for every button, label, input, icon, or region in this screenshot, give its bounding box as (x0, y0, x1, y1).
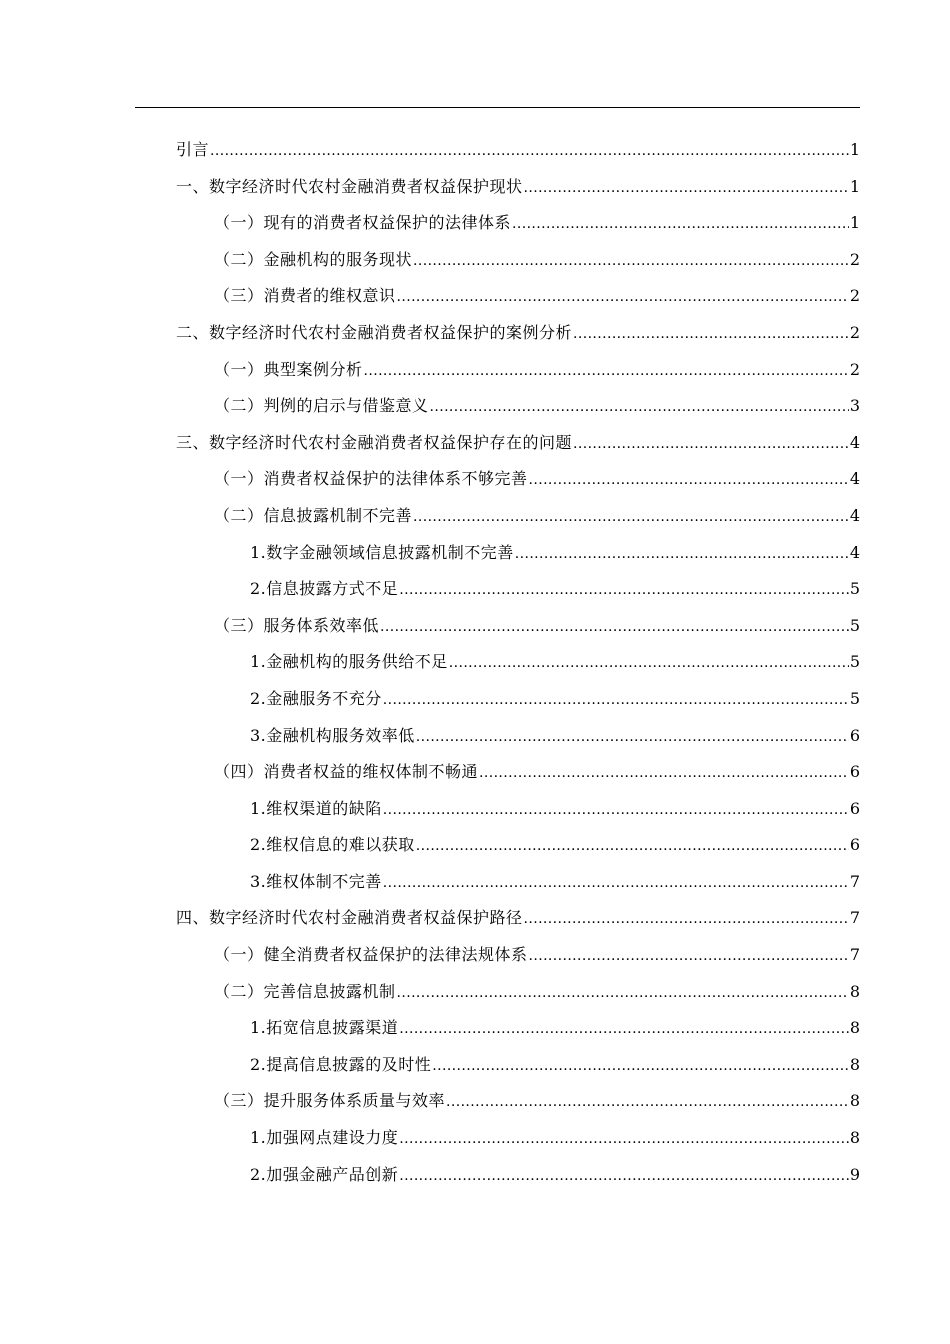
toc-dot-leader (416, 828, 849, 865)
toc-dot-leader (397, 279, 849, 316)
toc-dot-leader (399, 572, 849, 609)
toc-entry[interactable] (214, 608, 860, 645)
toc-entry-title[interactable]: 2.信息披露方式不足 (250, 579, 399, 599)
toc-entry[interactable] (250, 864, 860, 901)
toc-entry-page-number[interactable]: 1 (849, 176, 860, 196)
toc-entry[interactable] (214, 1083, 860, 1120)
toc-entry-page-number[interactable]: 8 (849, 1091, 860, 1111)
toc-entry-title[interactable]: （一）现有的消费者权益保护的法律体系 (214, 213, 512, 233)
toc-dot-leader (397, 975, 849, 1012)
toc-entry-page-number[interactable]: 7 (849, 945, 860, 965)
toc-dot-leader (515, 536, 849, 573)
toc-entry[interactable] (176, 425, 860, 462)
toc-entry-title[interactable]: 1.维权渠道的缺陷 (250, 798, 382, 818)
toc-entry-title[interactable]: 2.维权信息的难以获取 (250, 835, 415, 855)
toc-entry[interactable] (176, 900, 860, 937)
toc-entry[interactable] (214, 974, 860, 1011)
toc-entry-title[interactable]: 引言 (176, 140, 210, 159)
toc-entry[interactable] (214, 242, 860, 279)
toc-entry[interactable] (250, 718, 860, 755)
toc-entry-page-number[interactable]: 9 (849, 1164, 860, 1184)
toc-dot-leader (383, 682, 849, 719)
toc-entry-page-number[interactable]: 8 (849, 1054, 860, 1074)
toc-entry-page-number[interactable]: 4 (849, 469, 860, 489)
toc-entry-page-number[interactable]: 6 (849, 798, 860, 818)
toc-entry-title[interactable]: （二）信息披露机制不完善 (214, 505, 413, 525)
toc-entry[interactable] (214, 388, 860, 425)
toc-entry[interactable] (214, 352, 860, 389)
toc-entry[interactable] (250, 1047, 860, 1084)
toc-entry-title[interactable]: 3.金融机构服务效率低 (250, 725, 415, 745)
toc-entry[interactable] (250, 535, 860, 572)
toc-entry-title[interactable]: 2.加强金融产品创新 (250, 1164, 399, 1184)
toc-dot-leader (430, 389, 849, 426)
toc-dot-leader (413, 243, 849, 280)
toc-entry-title[interactable]: 1.拓宽信息披露渠道 (250, 1018, 399, 1038)
toc-dot-leader (479, 755, 849, 792)
toc-entry-title[interactable]: 三、数字经济时代农村金融消费者权益保护存在的问题 (176, 432, 573, 452)
toc-entry-title[interactable]: （三）提升服务体系质量与效率 (214, 1091, 446, 1111)
toc-dot-leader (413, 499, 849, 536)
toc-dot-leader (573, 426, 849, 463)
toc-dot-leader (364, 353, 849, 390)
toc-entry[interactable] (250, 1157, 860, 1194)
toc-dot-leader (449, 645, 849, 682)
toc-entry[interactable] (214, 498, 860, 535)
toc-entry-page-number[interactable]: 4 (849, 432, 860, 452)
toc-entry[interactable] (250, 571, 860, 608)
toc-entry[interactable] (250, 1120, 860, 1157)
toc-entry-page-number[interactable]: 2 (849, 249, 860, 269)
toc-entry[interactable] (250, 827, 860, 864)
toc-entry-page-number[interactable]: 4 (849, 542, 860, 562)
toc-entry-page-number[interactable]: 2 (849, 286, 860, 306)
toc-dot-leader (399, 1121, 849, 1158)
toc-entry[interactable] (214, 461, 860, 498)
toc-entry-title[interactable]: （三）消费者的维权意识 (214, 286, 396, 306)
toc-entry-title[interactable]: （一）消费者权益保护的法律体系不够完善 (214, 469, 528, 489)
toc-entry[interactable] (250, 1010, 860, 1047)
toc-dot-leader (416, 719, 849, 756)
toc-entry[interactable] (176, 169, 860, 206)
toc-entry[interactable] (214, 937, 860, 974)
toc-entry-page-number[interactable]: 2 (849, 322, 860, 342)
toc-entry[interactable] (250, 791, 860, 828)
toc-entry[interactable] (214, 205, 860, 242)
toc-entry-page-number[interactable]: 5 (849, 652, 860, 672)
toc-dot-leader (399, 1158, 849, 1195)
toc-dot-leader (432, 1048, 849, 1085)
toc-dot-leader (383, 865, 849, 902)
toc-entry-title[interactable]: （三）服务体系效率低 (214, 615, 380, 635)
toc-entry[interactable] (250, 644, 860, 681)
toc-entry-page-number[interactable]: 4 (849, 505, 860, 525)
table-of-contents (0, 132, 950, 1193)
toc-entry-title[interactable]: 1.金融机构的服务供给不足 (250, 652, 448, 672)
toc-dot-leader (573, 316, 849, 353)
toc-entry-title[interactable]: （一）健全消费者权益保护的法律法规体系 (214, 945, 528, 965)
toc-entry-page-number[interactable]: 5 (849, 615, 860, 635)
toc-entry-page-number[interactable]: 8 (849, 1018, 860, 1038)
toc-entry[interactable] (176, 132, 860, 169)
toc-dot-leader (446, 1084, 849, 1121)
toc-entry[interactable] (250, 681, 860, 718)
toc-entry-title[interactable]: 2.提高信息披露的及时性 (250, 1054, 432, 1074)
toc-entry-page-number[interactable]: 1 (849, 213, 860, 233)
toc-entry-page-number[interactable]: 2 (849, 359, 860, 379)
toc-entry-page-number[interactable]: 1 (849, 140, 860, 159)
toc-dot-leader (524, 170, 849, 207)
toc-entry-title[interactable]: 一、数字经济时代农村金融消费者权益保护现状 (176, 176, 523, 196)
toc-dot-leader (399, 1011, 849, 1048)
toc-entry-title[interactable]: 3.维权体制不完善 (250, 871, 382, 891)
toc-dot-leader (210, 133, 849, 170)
toc-entry-page-number[interactable]: 7 (849, 871, 860, 891)
toc-entry-title[interactable]: （一）典型案例分析 (214, 359, 363, 379)
toc-entry-title[interactable]: 1.加强网点建设力度 (250, 1128, 399, 1148)
toc-entry-title[interactable]: 四、数字经济时代农村金融消费者权益保护路径 (176, 908, 523, 928)
toc-entry-page-number[interactable]: 6 (849, 725, 860, 745)
toc-dot-leader (529, 462, 849, 499)
toc-entry[interactable] (214, 278, 860, 315)
toc-dot-leader (524, 901, 849, 938)
toc-entry-page-number[interactable]: 8 (849, 1128, 860, 1148)
toc-dot-leader (529, 938, 849, 975)
toc-entry-title[interactable]: （二）完善信息披露机制 (214, 981, 396, 1001)
header-rule (135, 107, 860, 108)
toc-entry-page-number[interactable]: 5 (849, 579, 860, 599)
toc-dot-leader (383, 792, 849, 829)
toc-dot-leader (380, 609, 849, 646)
toc-entry-page-number[interactable]: 3 (849, 396, 860, 416)
toc-entry[interactable] (176, 315, 860, 352)
toc-entry-title[interactable]: 1.数字金融领域信息披露机制不完善 (250, 542, 514, 562)
toc-entry[interactable] (214, 754, 860, 791)
toc-entry-page-number[interactable]: 6 (849, 762, 860, 782)
toc-entry-title[interactable]: 二、数字经济时代农村金融消费者权益保护的案例分析 (176, 322, 573, 342)
toc-entry-title[interactable]: 2.金融服务不充分 (250, 688, 382, 708)
toc-entry-title[interactable]: （二）判例的启示与借鉴意义 (214, 396, 429, 416)
toc-entry-page-number[interactable]: 6 (849, 835, 860, 855)
toc-dot-leader (512, 206, 849, 243)
toc-entry-page-number[interactable]: 8 (849, 981, 860, 1001)
toc-entry-page-number[interactable]: 5 (849, 688, 860, 708)
toc-entry-title[interactable]: （四）消费者权益的维权体制不畅通 (214, 762, 479, 782)
toc-entry-page-number[interactable]: 7 (849, 908, 860, 928)
toc-entry-title[interactable]: （二）金融机构的服务现状 (214, 249, 413, 269)
